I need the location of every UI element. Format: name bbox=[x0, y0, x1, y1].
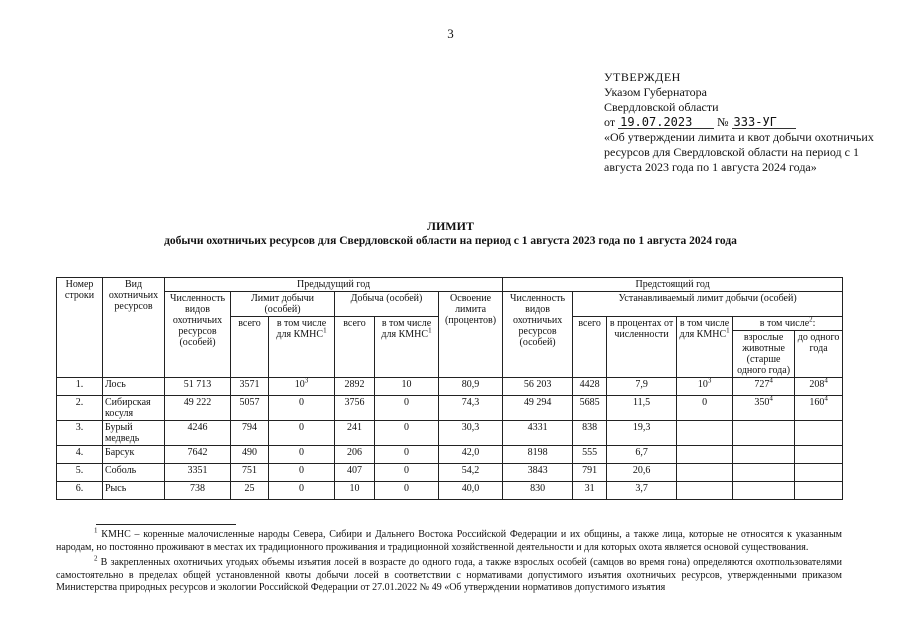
cell-adults bbox=[733, 464, 795, 482]
cell-row-number: 4. bbox=[57, 446, 103, 464]
cell-adults bbox=[733, 482, 795, 500]
cell-under-one bbox=[795, 421, 843, 446]
cell-utilization: 42,0 bbox=[439, 446, 503, 464]
cell-utilization: 40,0 bbox=[439, 482, 503, 500]
document-title: ЛИМИТ bbox=[427, 219, 474, 233]
approval-stamp bbox=[604, 70, 889, 175]
cell-new-limit-percent: 11,5 bbox=[607, 396, 677, 421]
approval-date-prefix: от bbox=[604, 115, 616, 129]
cell-adults bbox=[733, 421, 795, 446]
cell-harvest-total: 3756 bbox=[335, 396, 375, 421]
cell-under-one bbox=[795, 446, 843, 464]
cell-new-limit-percent: 3,7 bbox=[607, 482, 677, 500]
cell-adults: $350^4$ bbox=[733, 396, 795, 421]
header-new-percent: в процентах от численности bbox=[607, 317, 677, 378]
approval-date-line bbox=[604, 115, 889, 130]
cell-population-next: 830 bbox=[503, 482, 573, 500]
cell-species-name: Рысь bbox=[103, 482, 165, 500]
cell-limit-total: 794 bbox=[231, 421, 269, 446]
cell-new-limit-percent: 19,3 bbox=[607, 421, 677, 446]
cell-harvest-total: 2892 bbox=[335, 378, 375, 396]
header-harvest-total: всего bbox=[335, 317, 375, 378]
cell-under-one: $208^4$ bbox=[795, 378, 843, 396]
cell-new-limit-percent: 20,6 bbox=[607, 464, 677, 482]
header-including: в том числе$^2$: bbox=[733, 317, 843, 331]
header-established-limit: Устанавливаемый лимит добычи (особей) bbox=[573, 292, 843, 317]
approval-number-prefix: № bbox=[717, 115, 729, 129]
cell-harvest-kmns: 0 bbox=[375, 446, 439, 464]
cell-species-name: Барсук bbox=[103, 446, 165, 464]
cell-harvest-total: 241 bbox=[335, 421, 375, 446]
cell-population-next: 49 294 bbox=[503, 396, 573, 421]
cell-population-prev: 7642 bbox=[165, 446, 231, 464]
cell-adults bbox=[733, 446, 795, 464]
cell-limit-kmns: 0 bbox=[269, 446, 335, 464]
approval-subject: «Об утверждении лимита и квот добычи охотничьих ресурсов для Свердловской области на период с 1 августа 2023 года по 1 августа 2024 года» bbox=[604, 130, 874, 174]
cell-new-limit-total: 31 bbox=[573, 482, 607, 500]
footnote: $^2$ В закрепленных охотничьих угодьях объемы изъятия лосей в возрасте до одного года, а также взрослых особей (самцов во время гона) определяются охотпользователями самостоятельно в пределах общей установленной квоты добычи лосей в соответствии с нормативами допустимого изъятия охотничьих ресурсов, утвержденными приказом Министерства природных ресурсов и экологии Российской Федерации от 27.01.2022 № 49 «Об утверждении нормативов допустимого изъятия bbox=[56, 554, 842, 593]
header-previous-year: Предыдущий год bbox=[165, 278, 503, 292]
header-harvest: Добыча (особей) bbox=[335, 292, 439, 317]
cell-harvest-total: 10 bbox=[335, 482, 375, 500]
cell-population-prev: 738 bbox=[165, 482, 231, 500]
cell-harvest-total: 206 bbox=[335, 446, 375, 464]
header-new-kmns: в том числе для КМНС$^1$ bbox=[677, 317, 733, 378]
cell-harvest-kmns: 10 bbox=[375, 378, 439, 396]
cell-new-limit-kmns bbox=[677, 482, 733, 500]
table-row bbox=[57, 464, 843, 482]
cell-limit-kmns: 0 bbox=[269, 464, 335, 482]
table-row bbox=[57, 446, 843, 464]
cell-limit-kmns: 0 bbox=[269, 482, 335, 500]
cell-utilization: 30,3 bbox=[439, 421, 503, 446]
cell-limit-total: 5057 bbox=[231, 396, 269, 421]
header-utilization: Освоение лимита (процентов) bbox=[439, 292, 503, 378]
cell-population-next: 3843 bbox=[503, 464, 573, 482]
cell-new-limit-percent: 6,7 bbox=[607, 446, 677, 464]
cell-limit-kmns: 0 bbox=[269, 396, 335, 421]
approval-line2: Свердловской области bbox=[604, 100, 719, 114]
cell-row-number: 5. bbox=[57, 464, 103, 482]
cell-under-one: $160^4$ bbox=[795, 396, 843, 421]
cell-harvest-kmns: 0 bbox=[375, 421, 439, 446]
header-next-year: Предстоящий год bbox=[503, 278, 843, 292]
header-limit-kmns: в том числе для КМНС$^1$ bbox=[269, 317, 335, 378]
cell-row-number: 3. bbox=[57, 421, 103, 446]
cell-utilization: 74,3 bbox=[439, 396, 503, 421]
header-prev-limit: Лимит добычи (особей) bbox=[231, 292, 335, 317]
cell-new-limit-kmns: 0 bbox=[677, 396, 733, 421]
cell-species-name: Лось bbox=[103, 378, 165, 396]
cell-new-limit-total: 4428 bbox=[573, 378, 607, 396]
cell-new-limit-percent: 7,9 bbox=[607, 378, 677, 396]
cell-new-limit-kmns bbox=[677, 464, 733, 482]
cell-under-one bbox=[795, 482, 843, 500]
cell-utilization: 54,2 bbox=[439, 464, 503, 482]
cell-limit-kmns: $10^3$ bbox=[269, 378, 335, 396]
cell-new-limit-kmns: $10^3$ bbox=[677, 378, 733, 396]
cell-harvest-kmns: 0 bbox=[375, 482, 439, 500]
table-body bbox=[57, 378, 843, 500]
approval-line1: Указом Губернатора bbox=[604, 85, 707, 99]
footnotes bbox=[56, 526, 842, 598]
header-new-total: всего bbox=[573, 317, 607, 378]
cell-population-prev: 3351 bbox=[165, 464, 231, 482]
cell-new-limit-kmns bbox=[677, 446, 733, 464]
approval-header: УТВЕРЖДЕН bbox=[604, 70, 681, 84]
limit-table bbox=[56, 277, 843, 500]
table-row bbox=[57, 396, 843, 421]
cell-row-number: 6. bbox=[57, 482, 103, 500]
header-species: Вид охотничьих ресурсов bbox=[103, 278, 165, 378]
cell-population-prev: 49 222 bbox=[165, 396, 231, 421]
cell-adults: $727^4$ bbox=[733, 378, 795, 396]
table-row bbox=[57, 421, 843, 446]
header-prev-population: Численность видов охотничьих ресурсов (особей) bbox=[165, 292, 231, 378]
cell-limit-total: 751 bbox=[231, 464, 269, 482]
cell-harvest-kmns: 0 bbox=[375, 464, 439, 482]
cell-new-limit-total: 791 bbox=[573, 464, 607, 482]
cell-utilization: 80,9 bbox=[439, 378, 503, 396]
cell-species-name: Соболь bbox=[103, 464, 165, 482]
cell-limit-total: 490 bbox=[231, 446, 269, 464]
header-limit-total: всего bbox=[231, 317, 269, 378]
footnote: $^1$ КМНС – коренные малочисленные народы Севера, Сибири и Дальнего Востока Российской Федерации и их общины, а также лица, которые не относятся к указанным народам, но постоянно проживают в местах их традиционного проживания и традиционной хозяйственной деятельности и для которых охота является основой существования. bbox=[56, 526, 842, 553]
cell-population-next: 4331 bbox=[503, 421, 573, 446]
footnote-divider bbox=[96, 524, 236, 525]
cell-species-name: Бурый медведь bbox=[103, 421, 165, 446]
table-row bbox=[57, 482, 843, 500]
approval-number: 333-УГ bbox=[732, 116, 796, 129]
cell-new-limit-total: 838 bbox=[573, 421, 607, 446]
cell-limit-kmns: 0 bbox=[269, 421, 335, 446]
cell-species-name: Сибирская косуля bbox=[103, 396, 165, 421]
approval-date: 19.07.2023 bbox=[618, 116, 714, 129]
header-row-number: Номер строки bbox=[57, 278, 103, 378]
header-next-population: Численность видов охотничьих ресурсов (особей) bbox=[503, 292, 573, 378]
cell-harvest-total: 407 bbox=[335, 464, 375, 482]
cell-row-number: 1. bbox=[57, 378, 103, 396]
document-subtitle: добычи охотничьих ресурсов для Свердловской области на период с 1 августа 2023 года по 1 августа 2024 года bbox=[164, 235, 737, 247]
cell-population-prev: 4246 bbox=[165, 421, 231, 446]
cell-population-next: 8198 bbox=[503, 446, 573, 464]
table-row bbox=[57, 378, 843, 396]
cell-harvest-kmns: 0 bbox=[375, 396, 439, 421]
cell-new-limit-total: 555 bbox=[573, 446, 607, 464]
cell-limit-total: 25 bbox=[231, 482, 269, 500]
cell-row-number: 2. bbox=[57, 396, 103, 421]
cell-population-next: 56 203 bbox=[503, 378, 573, 396]
cell-population-prev: 51 713 bbox=[165, 378, 231, 396]
header-adults: взрослые животные (старше одного года) bbox=[733, 331, 795, 378]
cell-limit-total: 3571 bbox=[231, 378, 269, 396]
cell-under-one bbox=[795, 464, 843, 482]
cell-new-limit-kmns bbox=[677, 421, 733, 446]
cell-new-limit-total: 5685 bbox=[573, 396, 607, 421]
header-under-one: до одного года bbox=[795, 331, 843, 378]
page-number: 3 bbox=[447, 26, 454, 41]
header-harvest-kmns: в том числе для КМНС$^1$ bbox=[375, 317, 439, 378]
